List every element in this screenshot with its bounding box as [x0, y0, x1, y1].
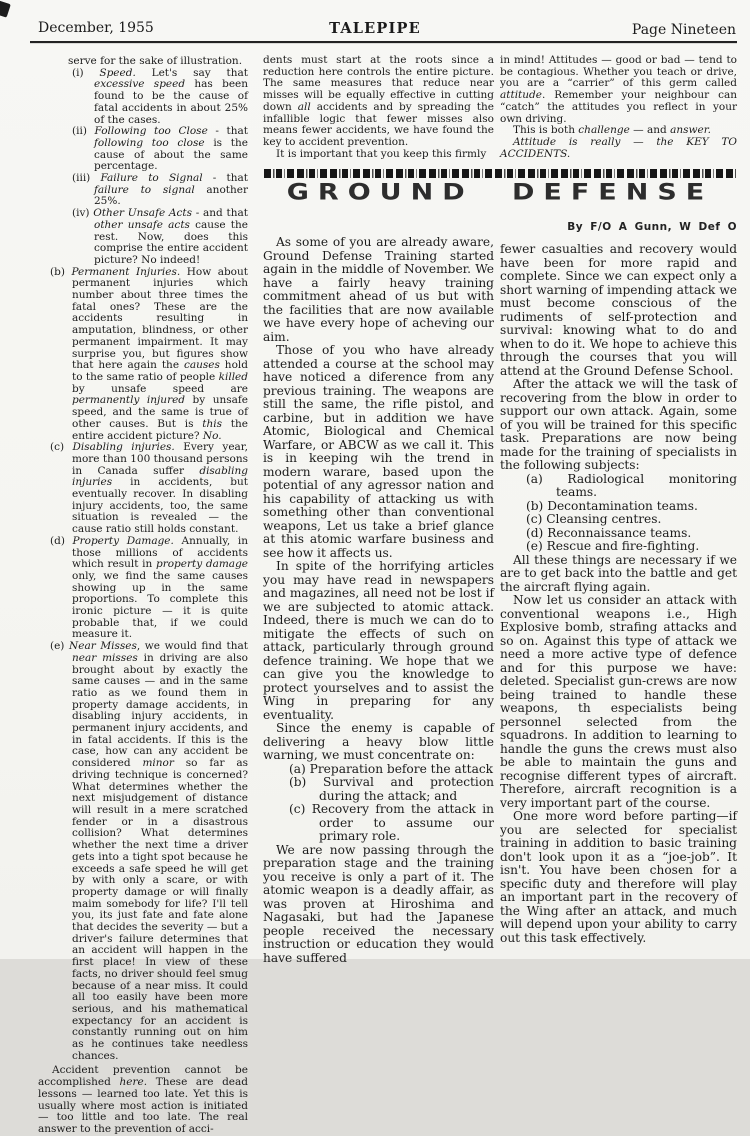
paragraph: Attitude is really — the KEY TO ACCIDENTS.: [500, 135, 737, 160]
list-item: (b) Decontamination teams.: [526, 498, 698, 513]
item-label: (e): [526, 539, 547, 553]
paragraph: As some of you are already aware, Ground Defense Training started again in the middle of November. We have a fairly heavy training commitment ahead of us but with the facilities that are now available we have every hope of acheving our aim.: [263, 235, 494, 344]
paragraph: Since the enemy is capable of delivering a heavy blow little warning, we must concentrate on:: [263, 721, 494, 762]
paragraph: Accident prevention cannot be accomplished here. These are dead lessons — learned too late. Yet this is usually where most action is initiated — too little and too late. The real answer to the prevention of acci-: [38, 1064, 248, 1135]
paragraph: After the attack we will the task of recovering from the blow in order to support our own attack. Again, some of you will be trained for this specific task. Preparations are now being made for the training of specialists in the following subjects:: [500, 377, 737, 472]
list-item: (c) Recovery from the attack in order to assume our primary role.: [289, 802, 494, 843]
paragraph: dents must start at the roots since a reduction here controls the entire picture. The same measures that reduce near misses will be equally effective in cutting down all accidents and by spreading the infallible logic that fewer misses also means fewer accidents, we have found the key to accident prevention.: [263, 54, 494, 148]
item-label: (b): [526, 498, 548, 513]
paragraph: One more word before parting—if you are selected for specialist training in addition to basic training don't look upon it as a “joe-job”. It isn't. You have been chosen for a specific duty and therefore will play an important part in the recovery of the Wing after an attack, and much will depend upon your ability to carry out this task effectively.: [500, 809, 737, 945]
list-item: (d) Property Damage. Annually, in those millions of accidents which result in property damage only, we find the same causes showing up in the same proportions. To complete this ironic picture — it is quite probable that, if we could measure it.: [50, 534, 248, 641]
list-item: (a) Radiological monitoring teams.: [526, 471, 737, 499]
item-label: (a): [526, 471, 568, 486]
header-page-number: Page Nineteen: [631, 22, 736, 38]
list-item: (b) Survival and protection during the attack; and: [289, 775, 495, 803]
list-item: (iii) Failure to Signal - that failure to signal another 25%.: [72, 172, 249, 208]
paragraph: Now let us consider an attack with conventional weapons i.e., High Explosive bomb, strafing attacks and so on. Against this type of attack we need a more active type of defence and for this purpose we have: deleted. Specialist gun-crews are now being trained to handle these weapons, th especialists being personnel selected from the squadrons. In addition to learning to handle the guns the crews must also be able to maintain the guns and recognise different types of aircraft. Therefore, aircraft recognition is a very important part of the course.: [500, 593, 737, 810]
item-label: (c): [526, 512, 547, 526]
ink-smudge: [0, 0, 11, 17]
article-column-middle: [263, 236, 494, 965]
item-label: (iii): [72, 172, 101, 185]
paragraph: All these things are necessary if we are to get back into the battle and get the aircraft flying again.: [500, 552, 737, 594]
item-label: (c): [289, 802, 312, 816]
item-label: (c): [50, 441, 73, 454]
article-byline: By F/O A Gunn, W Def O: [567, 221, 737, 233]
list-item: (i) Speed. Let's say that excessive speed has been found to be the cause of fatal accidents in about 25% of the cases.: [72, 66, 249, 126]
item-label: (d): [526, 525, 548, 540]
paragraph: serve for the sake of illustration.: [68, 55, 243, 67]
article-column-right: [500, 243, 737, 945]
column-right-top: [500, 55, 737, 160]
item-label: (a): [289, 761, 310, 776]
item-label: (iv): [72, 207, 94, 220]
paragraph: Those of you who have already attended a course at the school may have noticed a diference from any previous training. The weapons are still the same, the rifle pistol, and carbine, but in addition we have Atomic, Biological and Chemical Warfare, or ABCW as we call it. This is in keeping wih the trend in modern warare, based upon the potential of any agressor nation and his capability of attacking us with something other than conventional weapons, Let us take a brief glance at this atomic warfare business and see how it affects us.: [263, 343, 494, 560]
list-item: (iv) Other Unsafe Acts - and that other unsafe acts cause the rest. Now, does this comprise the entire accident picture? No indeed!: [72, 207, 248, 266]
paragraph: In spite of the horrifying articles you may have read in newspapers and magazines, all need not be lost if we are subjected to atomic attack. Indeed, there is much we can do to mitigate the effects of such on attack, particularly through ground defence training. We hope that we can give you the knowledge to protect yourselves and to assist the Wing in preparing for any eventuality.: [263, 559, 494, 722]
list-item: (e) Rescue and fire-fighting.: [526, 539, 700, 553]
paragraph: We are now passing through the preparation stage and the training you receive is only a part of it. The atomic weapon is a deadly affair, as was proven at Hiroshima and Nagasaki, but had the Japanese people received the necessary instruction or education they would have suffered: [263, 842, 494, 965]
header-date: December, 1955: [38, 20, 154, 36]
list-item: (c) Disabling injuries. Every year, more than 100 thousand persons in Canada suffer disabling injuries in accidents, but eventually recover. In disabling injury accidents, too, the same situation is revealed — the cause ratio still holds constant.: [50, 441, 249, 536]
list-item: (ii) Following too Close - that following too close is the cause of about the same percentage.: [72, 125, 249, 173]
list-item: (d) Reconnaissance teams.: [526, 525, 692, 540]
item-label: (d): [50, 534, 73, 547]
header-rule: [30, 41, 737, 43]
list-item: (e) Near Misses, we would find that near misses in driving are also brought about by exactly the same causes — and in the same ratio as we found them in property damage accidents, in disabling injury accidents, in permanent injury accidents, and in fatal accidents. If this is the case, how can any accident be considered minor so far as driving technique is concerned? What determines whether the next misjudgement of distance will result in a mere scratched fender or in a disastrous collision? What determines whether the next time a driver gets into a tight spot because he exceeds a safe speed he will get by with only a scare, or with property damage or will finally maim somebody for life? I'll tell you, its just fate and fate alone that decides the severity — but a driver's failure determines that an accident will happen in the first place! In view of these facts, no driver should feel smug because of a near miss. It could all too easily have been more serious, and his mathematical expectancy for an accident is constantly running out on him as he continues take needless chances.: [50, 640, 248, 1062]
article-headline: GROUND DEFENSE: [286, 180, 714, 206]
paragraph: in mind! Attitudes — good or bad — tend to be contagious. Whether you teach or drive, you are a “carrier” of this germ called attitude. Remember your neighbour can “catch” the attitudes you reflect in your own driving.: [500, 54, 737, 125]
list-item: (a) Preparation before the attack: [289, 761, 494, 776]
item-label: (ii): [72, 125, 95, 138]
item-label: (i): [72, 66, 100, 79]
paragraph: It is important that you keep this firmly: [276, 147, 487, 160]
list-item: (c) Cleansing centres.: [526, 512, 662, 526]
column-middle-top: [263, 55, 494, 160]
item-label: (e): [50, 640, 70, 653]
page-title: TALEPIPE: [329, 20, 421, 37]
barcode-divider: [264, 169, 736, 178]
item-label: (b): [50, 265, 72, 278]
column-left: [38, 56, 248, 1136]
list-item: (b) Permanent Injuries. How about permanent injuries which number about three times the fatal ones? These are the accidents resulting in amputation, blindness, or other permanent impairment. It may surprise you, but figures show that here again the causes hold to the same ratio of people killed by unsafe speed are permanently injured by unsafe speed, and the same is true of other causes. But is this the entire accident picture? No.: [50, 265, 248, 442]
item-label: (b): [289, 775, 323, 789]
paragraph: This is both challenge — and answer.: [513, 124, 711, 137]
paragraph: fewer casualties and recovery would have been for more rapid and complete. Since we can expect only a short warning of impending attack we must become conscious of the rudiments of self-protection and survival: knowing what to do and when to do it. We hope to achieve this through the courses that you will attend at the Ground Defense School.: [500, 242, 737, 378]
